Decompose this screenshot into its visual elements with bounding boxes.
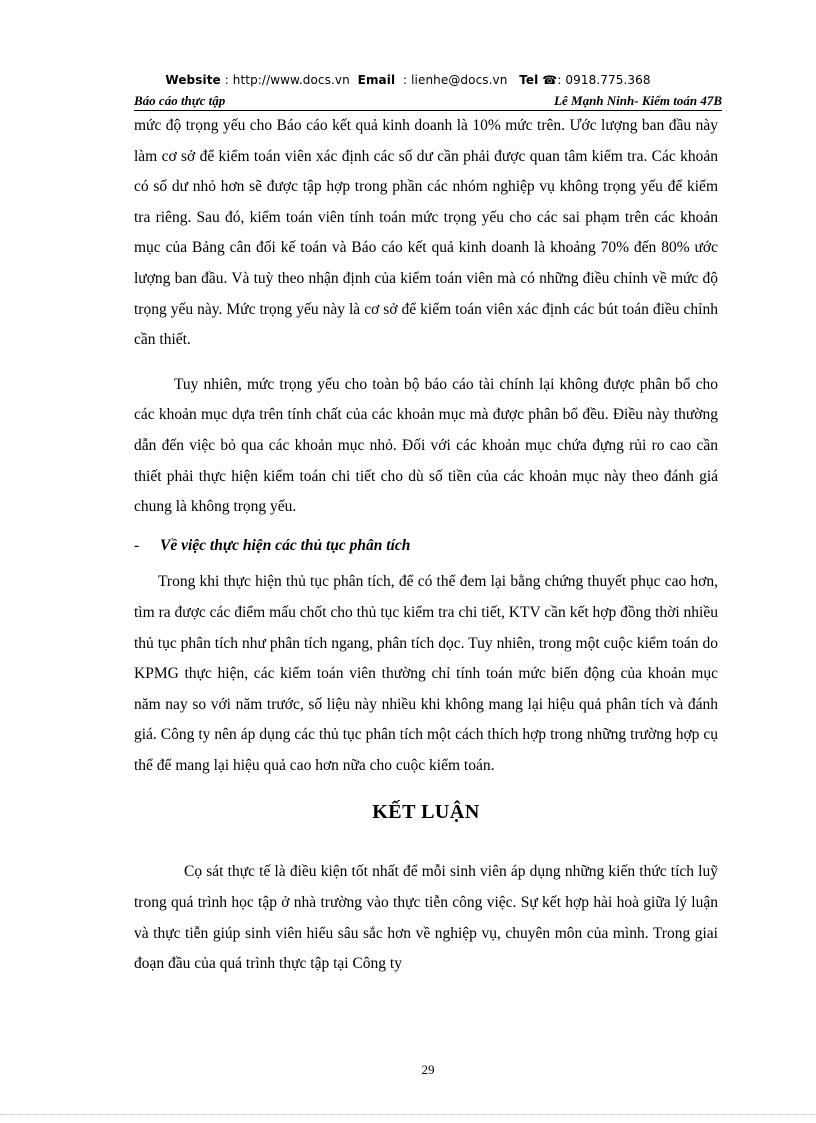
page-body <box>134 111 718 980</box>
paragraph-2: Tuy nhiên, mức trọng yếu cho toàn bộ báo cáo tài chính lại không được phân bổ cho các khoản mục dựa trên tính chất của các khoản mục mà được phân bổ đều. Điều này thường dẫn đến việc bỏ qua các khoản mục nhỏ. Đối với các khoản mục chứa đựng rủi ro cao cần thiết phải thực hiện kiểm toán chi tiết cho dù số tiền của các khoản mục này theo đánh giá chung là không trọng yếu. <box>134 375 718 516</box>
bullet-dash: - <box>134 536 140 554</box>
paragraph-3: Trong khi thực hiện thủ tục phân tích, để có thể đem lại bằng chứng thuyết phục cao hơn, tìm ra được các điểm mấu chốt cho thủ tục kiểm tra chi tiết, KTV cần kết hợp đồng thời nhiều thủ tục phân tích như phân tích ngang, phân tích dọc. Tuy nhiên, trong một cuộc kiểm toán do KPMG thực hiện, các kiểm toán viên thường chỉ tính toán mức biến động của khoản mục năm nay so với năm trước, số liệu này nhiều khi không mang lại hiệu quả phân tích và đánh giá. Công ty nên áp dụng các thủ tục phân tích một cách thích hợp trong những trường hợp cụ thể để mang lại hiệu quả cao hơn nữa cho cuộc kiểm toán. <box>134 573 718 774</box>
bullet-heading <box>134 531 718 562</box>
website-url[interactable]: : http://www.docs.vn <box>224 73 350 87</box>
website-contact-line <box>0 73 816 87</box>
running-header <box>134 93 722 111</box>
section-title: KẾT LUẬN <box>372 801 480 824</box>
phone-number: : 0918.775.368 <box>557 73 651 87</box>
website-label: Website <box>165 73 221 87</box>
bullet-heading-text: Về việc thực hiện các thủ tục phân tích <box>160 536 411 554</box>
paragraph-4: Cọ sát thực tế là điều kiện tốt nhất để mỗi sinh viên áp dụng những kiến thức tích luỹ trong quá trình học tập ở nhà trường vào thực tiễn công việc. Sự kết hợp hài hoà giữa lý luận và thực tiễn giúp sinh viên hiểu sâu sắc hơn về nghiệp vụ, chuyên môn của mình. Trong giai đoạn đầu của quá trình thực tập tại Công ty <box>134 863 718 973</box>
email-address[interactable]: : lienhe@docs.vn <box>403 73 508 87</box>
page-bottom-border <box>0 1114 816 1115</box>
page-number: 29 <box>421 1062 435 1077</box>
tel-label: Tel <box>519 73 539 87</box>
email-label: Email <box>357 73 396 87</box>
report-title: Báo cáo thực tập <box>134 93 226 108</box>
author-name: Lê Mạnh Ninh- Kiểm toán 47B <box>554 93 722 108</box>
telephone-icon: ☎ <box>542 73 558 87</box>
paragraph-1: mức độ trọng yếu cho Báo cáo kết quả kinh doanh là 10% mức trên. Ước lượng ban đầu này làm cơ sở để kiểm toán viên xác định các số dư cần phải được quan tâm kiểm tra. Các khoản có số dư nhỏ hơn sẽ được tập hợp trong phần các nhóm nghiệp vụ không trọng yếu để kiểm tra riêng. Sau đó, kiểm toán viên tính toán mức trọng yếu cho các sai phạm trên các khoản mục của Bảng cân đối kế toán và Báo cáo kết quả kinh doanh là khoảng 70% đến 80% ước lượng ban đầu. Và tuỳ theo nhận định của kiểm toán viên mà có những điều chỉnh về mức độ trọng yếu này. Mức trọng yếu này là cơ sở để kiểm toán viên xác định các bút toán điều chỉnh cần thiết. <box>134 117 718 349</box>
